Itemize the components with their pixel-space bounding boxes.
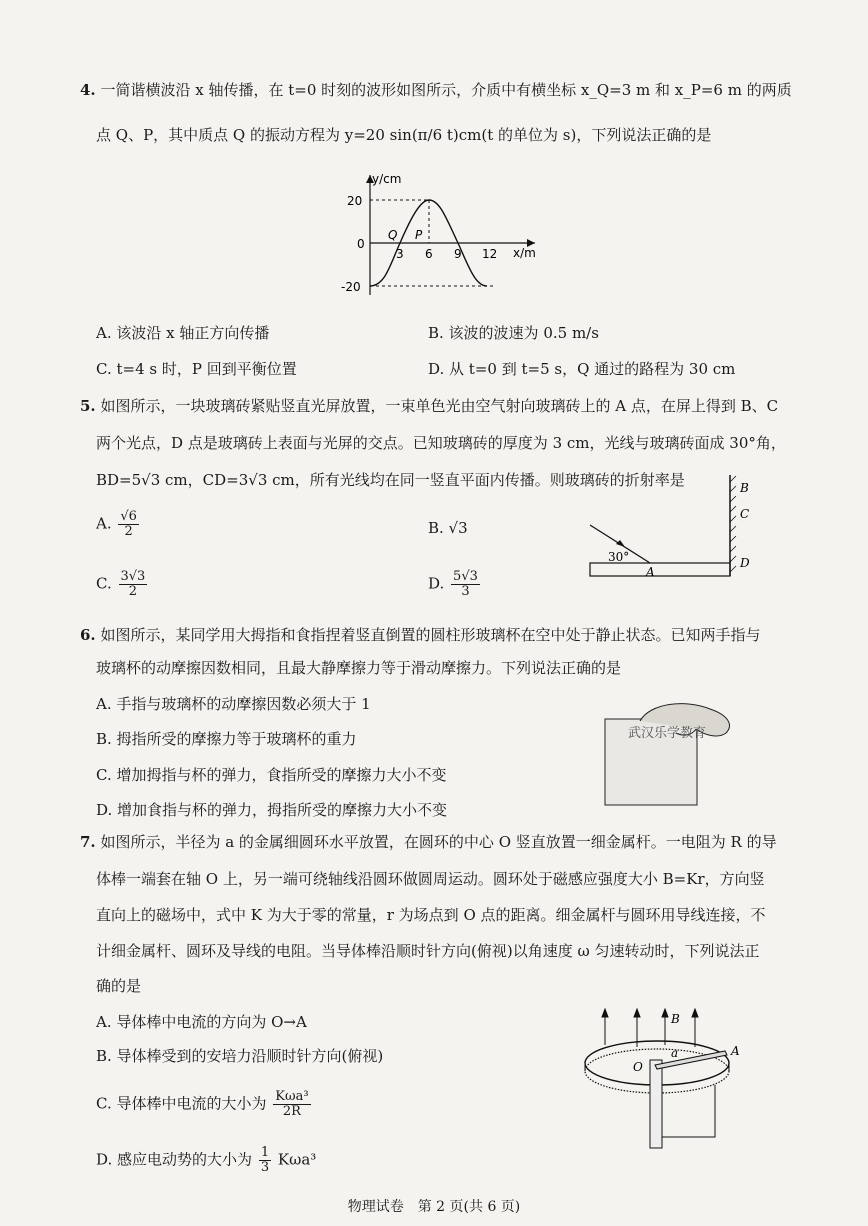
y-tick-0: 0 [357, 237, 365, 251]
radius-a-label: a [671, 1046, 679, 1060]
watermark-text: 武汉乐学教育 [628, 726, 707, 741]
x-axis-label: x/m [513, 246, 536, 260]
q7-line2: 体棒一端套在轴 O 上，另一端可绕轴线沿圆环做圆周运动。圆环处于磁感应强度大小 B=Kr，方向竖 [96, 870, 765, 888]
q5-line1: 5. 如图所示，一块玻璃砖紧贴竖直光屏放置，一束单色光由空气射向玻璃砖上的 A 点，在屏上得到 B、C [80, 397, 779, 415]
q5-option-b[interactable]: B. √3 [428, 519, 468, 537]
q7-line5: 确的是 [96, 977, 142, 995]
q4-option-d[interactable]: D. 从 t=0 到 t=5 s，Q 通过的路程为 30 cm [428, 360, 736, 378]
q5-a-fraction: $\frac{√6}{2}$ [120, 509, 137, 539]
q6-option-a[interactable]: A. 手指与玻璃杯的动摩擦因数必须大于 1 [96, 695, 371, 713]
y-tick-20: 20 [347, 194, 363, 208]
page-footer: 物理试卷 第 2 页(共 6 页) [347, 1199, 521, 1215]
q5-line2: 两个光点，D 点是玻璃砖上表面与光屏的交点。已知玻璃砖的厚度为 3 cm，光线与玻璃砖面成 30°角， [96, 434, 786, 452]
x-tick-9: 9 [454, 247, 462, 261]
q6-number: 6. [80, 626, 96, 644]
metal-ring-figure [575, 1005, 760, 1155]
q5-option-a[interactable]: A. $\frac{√6}{2}$ [96, 509, 137, 539]
q7-c-fraction: $\frac{\text{Kωa³}}{2R}$ [275, 1089, 309, 1119]
field-B-label: B [671, 1012, 680, 1026]
q7-option-c[interactable]: C. 导体棒中电流的大小为 $\frac{\text{Kωa³}}{2R}$ [96, 1089, 309, 1119]
q4-option-a[interactable]: A. 该波沿 x 轴正方向传播 [96, 324, 270, 342]
q6-line2: 玻璃杯的动摩擦因数相同，且最大静摩擦力等于滑动摩擦力。下列说法正确的是 [96, 659, 622, 677]
q5-number: 5. [80, 397, 96, 415]
q7-line3: 直向上的磁场中，式中 K 为大于零的常量，r 为场点到 O 点的距离。细金属杆与圆环用导线连接，不 [96, 906, 766, 924]
q5-d-fraction: $\frac{5√3}{3}$ [453, 569, 478, 599]
q6-option-d[interactable]: D. 增加食指与杯的弹力，拇指所受的摩擦力大小不变 [96, 801, 448, 819]
angle-30-label: 30° [608, 550, 630, 564]
q5-line3: BD=5√3 cm，CD=3√3 cm，所有光线均在同一竖直平面内传播。则玻璃砖的折射率是 [96, 471, 685, 489]
wave-graph [325, 165, 555, 305]
glass-brick-figure [580, 470, 760, 585]
q6-option-c[interactable]: C. 增加拇指与杯的弹力，食指所受的摩擦力大小不变 [96, 766, 447, 784]
q7-d-fraction: $\frac{1}{3}$ [260, 1145, 270, 1175]
point-D-label: D [740, 556, 750, 570]
q7-option-d[interactable]: D. 感应电动势的大小为 $\frac{1}{3}$ Kωa³ [96, 1145, 317, 1175]
q6-line1: 6. 如图所示，某同学用大拇指和食指捏着竖直倒置的圆柱形玻璃杯在空中处于静止状态。已知两手指与 [80, 626, 761, 644]
point-A-label: A [646, 565, 655, 579]
y-tick-neg20: -20 [341, 280, 361, 294]
x-tick-3: 3 [396, 247, 404, 261]
q7-option-a[interactable]: A. 导体棒中电流的方向为 O→A [96, 1013, 307, 1031]
q6-option-b[interactable]: B. 拇指所受的摩擦力等于玻璃杯的重力 [96, 730, 357, 748]
x-tick-12: 12 [482, 247, 498, 261]
x-tick-6: 6 [425, 247, 433, 261]
label-P: P [415, 228, 423, 242]
point-O-label: O [633, 1060, 643, 1074]
point-B-label: B [740, 481, 749, 495]
q5-option-c[interactable]: C. $\frac{3√3}{2}$ [96, 569, 146, 599]
point-A-label: A [731, 1044, 740, 1058]
q4-option-b[interactable]: B. 该波的波速为 0.5 m/s [428, 324, 599, 342]
q7-line1: 7. 如图所示，半径为 a 的金属细圆环水平放置，在圆环的中心 O 竖直放置一细金属杆。一电阻为 R 的导 [80, 833, 777, 851]
label-Q: Q [388, 228, 398, 242]
q4-number: 4. [80, 81, 96, 99]
point-C-label: C [740, 507, 750, 521]
q7-option-b[interactable]: B. 导体棒受到的安培力沿顺时针方向(俯视) [96, 1047, 384, 1065]
q7-number: 7. [80, 833, 96, 851]
q4-line1: 4. 一简谐横波沿 x 轴传播，在 t=0 时刻的波形如图所示，介质中有横坐标 x_Q=3 m 和 x_P=6 m 的两质 [80, 81, 792, 99]
y-axis-label: y/cm [372, 172, 402, 186]
glass-cup-figure [600, 695, 740, 807]
q5-option-d[interactable]: D. $\frac{5√3}{3}$ [428, 569, 478, 599]
q5-c-fraction: $\frac{3√3}{2}$ [120, 569, 146, 599]
q4-line2: 点 Q、P，其中质点 Q 的振动方程为 y=20 sin(π/6 t)cm(t 的单位为 s)，下列说法正确的是 [96, 126, 712, 144]
q4-option-c[interactable]: C. t=4 s 时，P 回到平衡位置 [96, 360, 297, 378]
q7-line4: 计细金属杆、圆环及导线的电阻。当导体棒沿顺时针方向(俯视)以角速度 ω 匀速转动时，下列说法正 [96, 942, 760, 960]
